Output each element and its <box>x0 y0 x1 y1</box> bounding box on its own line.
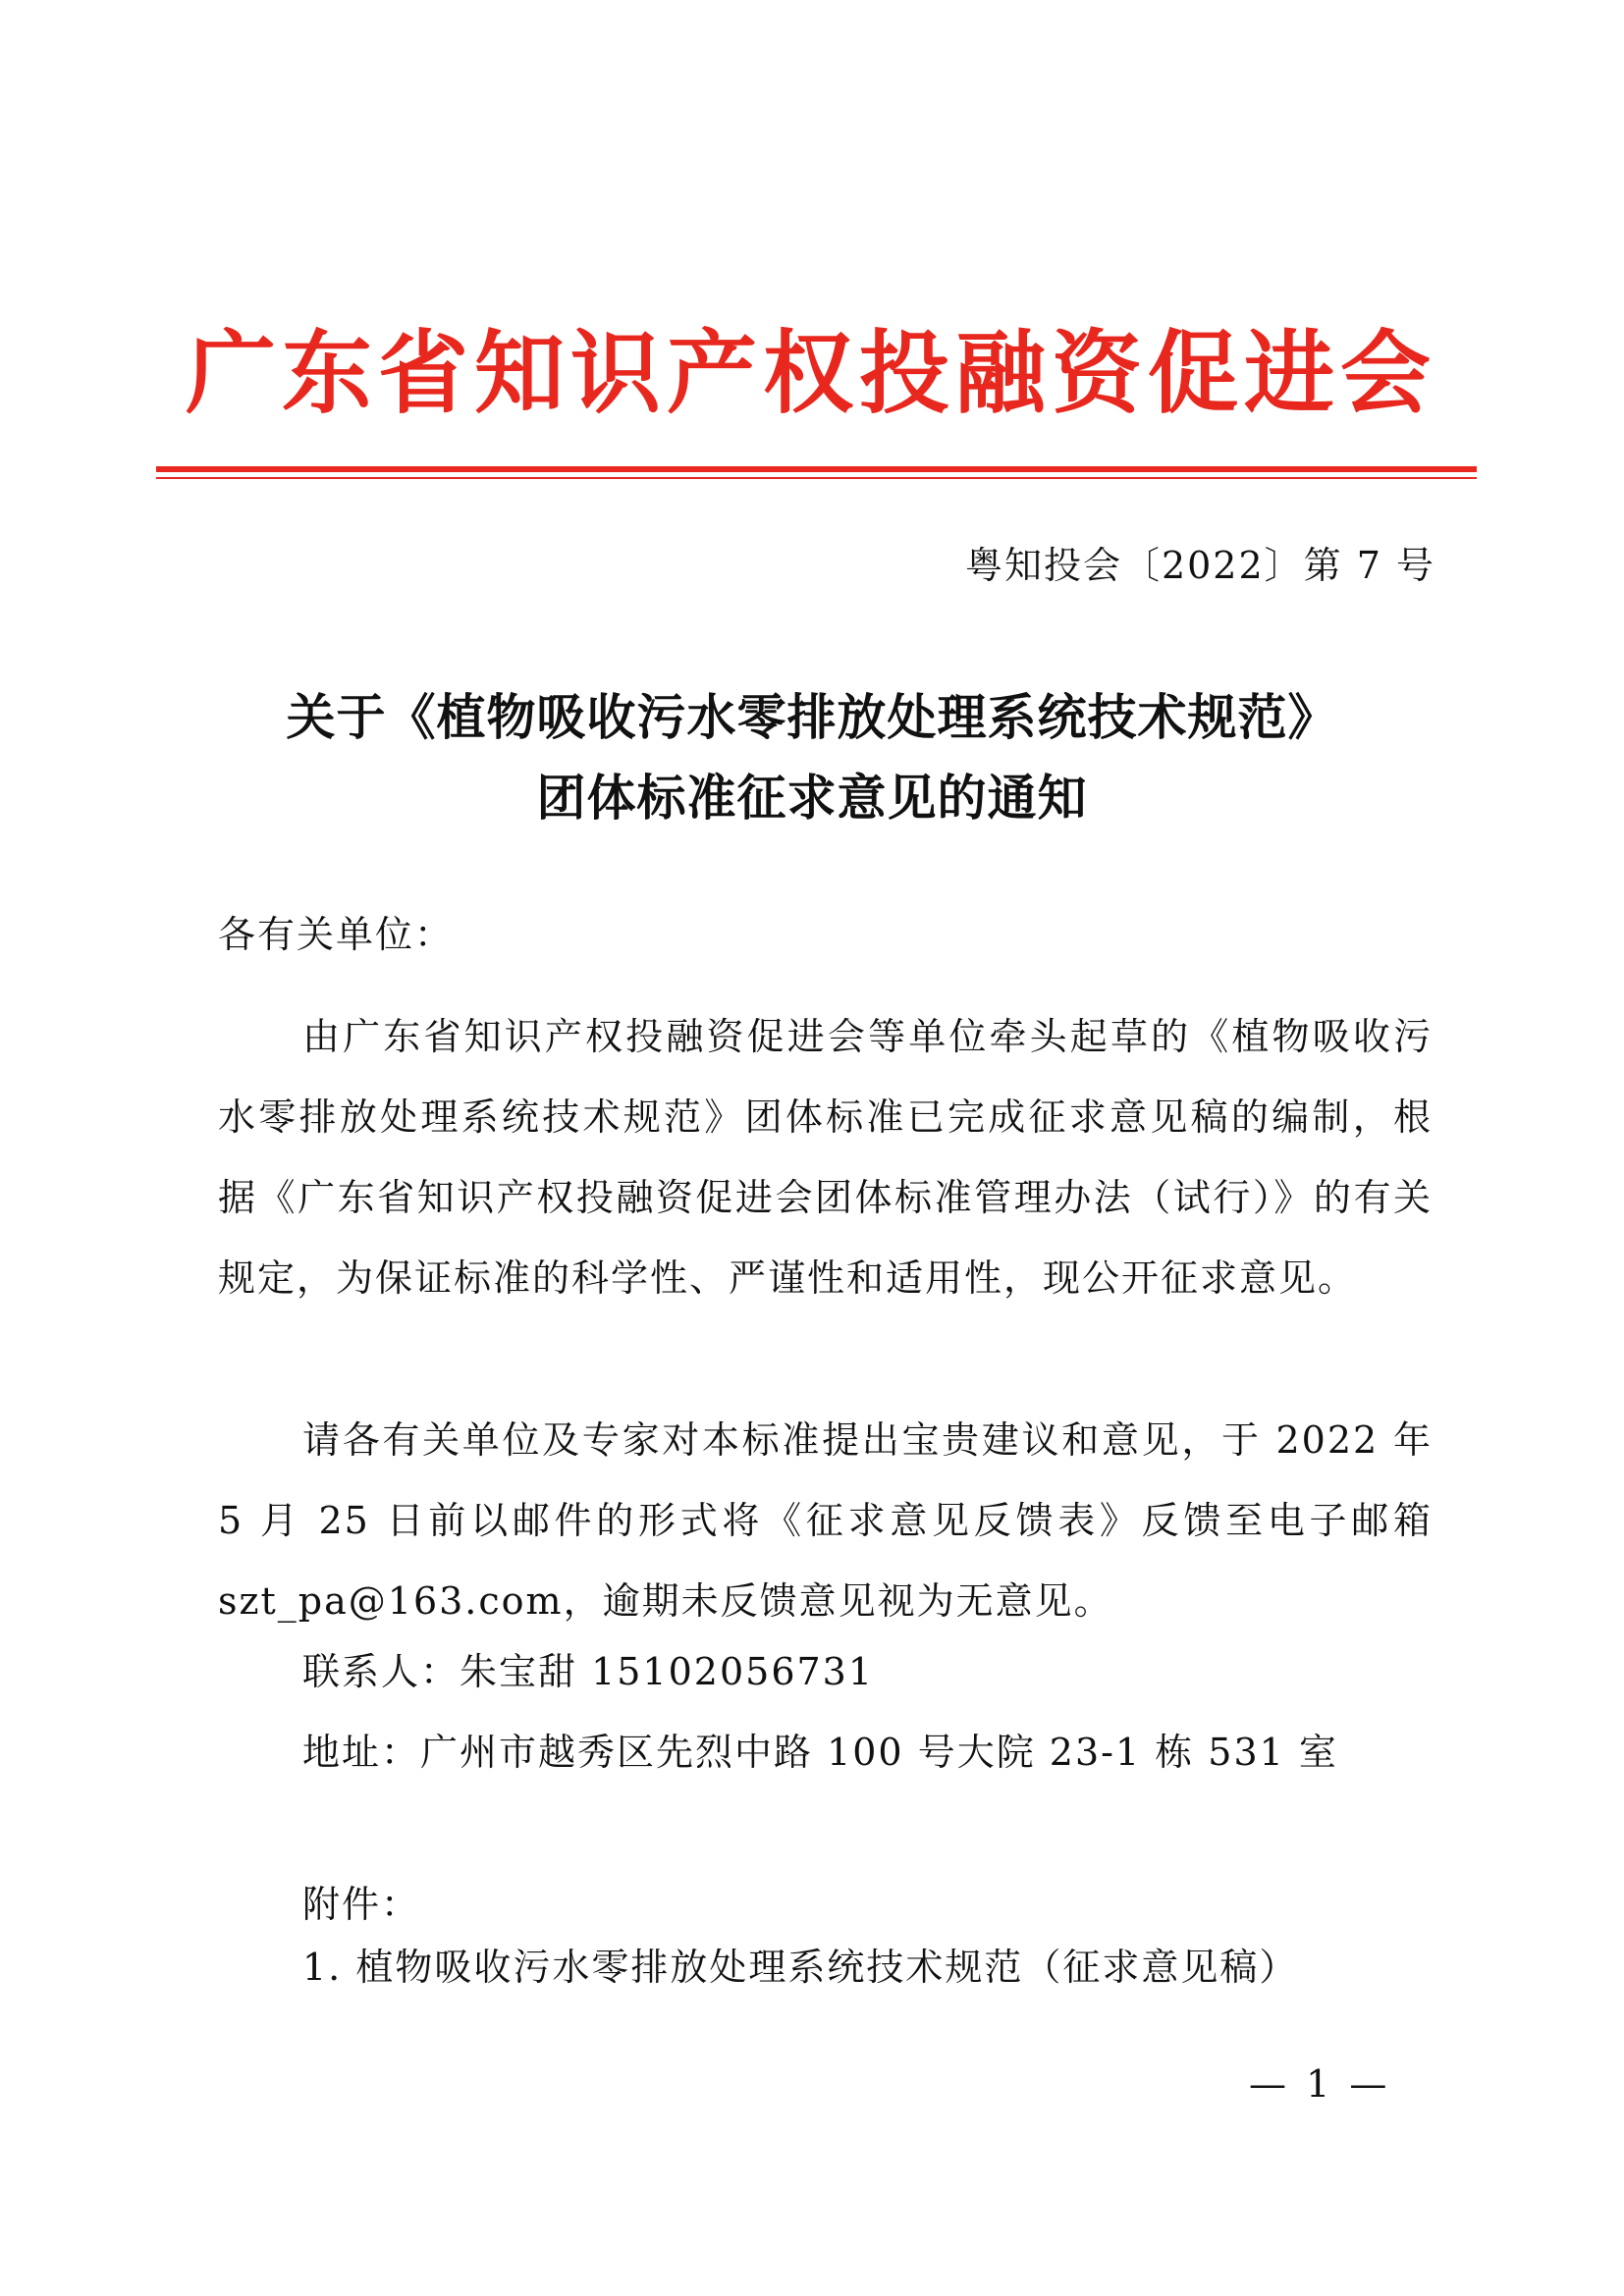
attachments-label: 附件： <box>302 1883 421 1926</box>
document-title-line-1: 关于《植物吸收污水零排放处理系统技术规范》 <box>286 689 1338 746</box>
document-number: 粤知投会〔2022〕第 7 号 <box>964 544 1435 587</box>
masthead-divider-thin <box>156 477 1477 479</box>
document-title <box>157 677 1467 838</box>
body-paragraph-1: 由广东省知识产权投融资促进会等单位牵头起草的《植物吸收污水零排放处理系统技术规范》团体标准已完成征求意见稿的编制，根据《广东省知识产权投融资促进会团体标准管理办法（试行）》的有关规定，为保证标准的科学性、严谨性和适用性，现公开征求意见。 <box>218 1015 1433 1300</box>
attachment-item: 1. 植物吸收污水零排放处理系统技术规范（征求意见稿） <box>302 1946 1299 1989</box>
contact-address: 地址：广州市越秀区先烈中路 100 号大院 23-1 栋 531 室 <box>302 1731 1338 1774</box>
page-number: — 1 — <box>1249 2062 1391 2106</box>
document-title-line-2: 团体标准征求意见的通知 <box>536 770 1088 827</box>
organization-masthead: 广东省知识产权投融资促进会 <box>185 320 1436 426</box>
contact-person: 联系人：朱宝甜 15102056731 <box>302 1650 875 1693</box>
body-paragraph-2: 请各有关单位及专家对本标准提出宝贵建议和意见，于 2022 年 5 月 25 日前以邮件的形式将《征求意见反馈表》反馈至电子邮箱 szt_pa@163.com，逾期未反馈意见视为无意见。 <box>218 1418 1433 1623</box>
masthead-divider-thick <box>156 466 1477 472</box>
salutation: 各有关单位： <box>218 913 455 956</box>
